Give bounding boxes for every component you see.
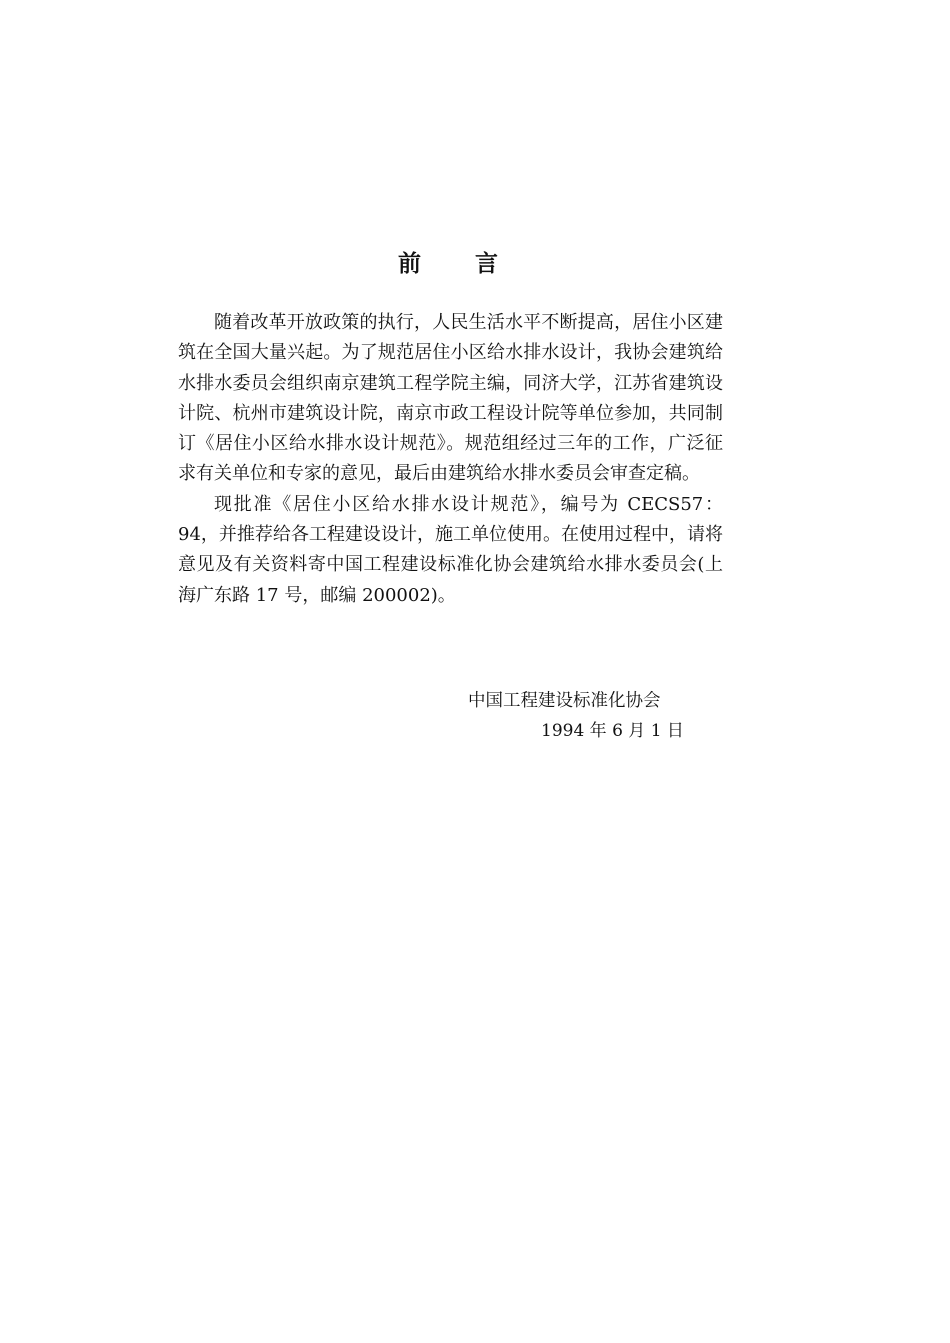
title-char-2: 言 [475,251,498,277]
paragraph-1: 随着改革开放政策的执行，人民生活水平不断提高，居住小区建筑在全国大量兴起。为了规范居住小区给水排水设计，我协会建筑给水排水委员会组织南京建筑工程学院主编，同济大学，江苏省建筑设计院、杭州市建筑设计院，南京市政工程设计院等单位参加，共同制订《居住小区给水排水设计规范》。规范组经过三年的工作，广泛征求有关单位和专家的意见，最后由建筑给水排水委员会审查定稿。 [178,312,723,485]
page-title [0,248,896,280]
preface-body [178,308,723,611]
title-char-1: 前 [398,251,421,277]
signature-date: 1994 年 6 月 1 日 [541,721,684,741]
signature-organization: 中国工程建设标准化协会 [468,691,661,711]
signature-block [468,686,718,746]
paragraph-2: 现批准《居住小区给水排水设计规范》，编号为 CECS57：94，并推荐给各工程建设设计，施工单位使用。在使用过程中，请将意见及有关资料寄中国工程建设标准化协会建筑给水排水委员会(上海广东路 17 号，邮编 200002)。 [178,493,723,606]
